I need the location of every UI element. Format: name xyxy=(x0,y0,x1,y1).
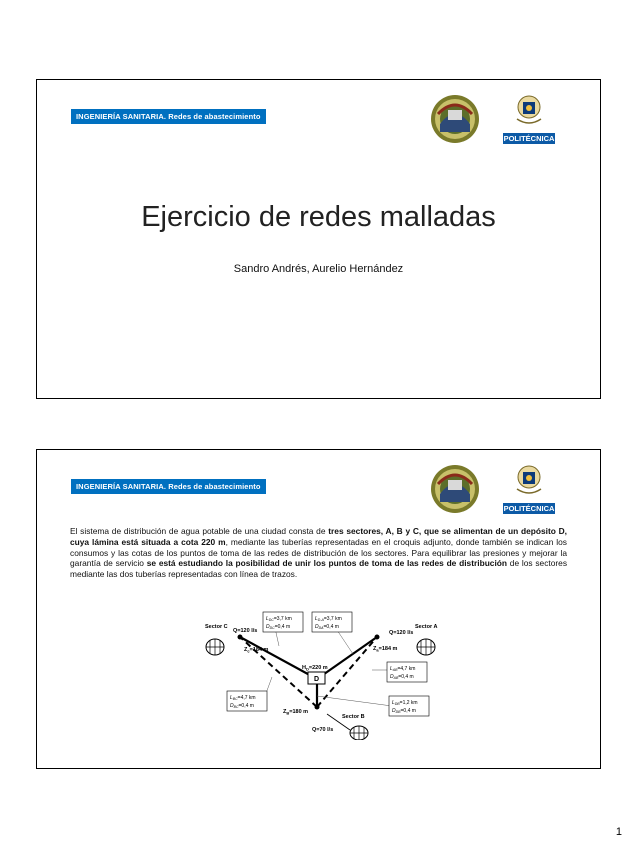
svg-text:Zc=184 m xyxy=(244,647,269,654)
sector-c-grid-icon xyxy=(206,639,224,655)
slide-title: Ejercicio de redes malladas xyxy=(141,201,496,233)
svg-text:HD=220 m xyxy=(302,665,328,672)
elev-a-symbol: Z xyxy=(373,646,377,652)
upm-logo xyxy=(499,463,559,519)
svg-text:LDB=1,2 km: $L_{DB}=1,2$ km xyxy=(392,700,418,707)
svg-text:ZB=180 m xyxy=(283,709,308,716)
upm-crest-icon xyxy=(499,93,559,133)
node-c xyxy=(238,635,243,640)
elev-b-value: =180 m xyxy=(289,709,309,715)
elev-a-sub: a xyxy=(376,647,379,653)
network-diagram xyxy=(167,610,467,740)
elev-c-sub: c xyxy=(247,648,250,654)
sector-b-grid-icon xyxy=(350,726,368,740)
upm-logo-label: POLITÉCNICA xyxy=(503,134,555,143)
etsi-caminos-logo xyxy=(430,94,480,144)
problem-text: El sistema de distribución de agua potable de una ciudad consta de xyxy=(70,526,329,536)
problem-text-bold: tres sectores, A, B y C, que se alimentan de un depósito D, cuya lámina está situada a cota 220 m xyxy=(70,526,567,547)
svg-text:LDC=3,7 km: $L_{DC}=3,7$ km xyxy=(266,616,292,623)
problem-text: , mediante las tuberías representadas en el croquis adjunto, donde también se indican los consumos y las cotas de los puntos de toma de las redes de distribución de los sectores. Para equilibrar las presiones y mejorar la garantía de servicio xyxy=(70,536,567,569)
flow-c: Q=120 l/s xyxy=(233,628,258,634)
page-number: 1 xyxy=(615,826,622,838)
sector-c-label: Sector C xyxy=(205,624,228,630)
node-b xyxy=(315,705,320,710)
flow-a: Q=120 l/s xyxy=(389,630,414,636)
sector-a-grid-icon xyxy=(417,639,435,655)
elev-c-value: =184 m xyxy=(249,647,269,653)
pipe-box-da xyxy=(312,612,352,632)
upm-logo xyxy=(499,93,559,149)
slide-authors: Sandro Andrés, Aurelio Hernández xyxy=(233,263,404,275)
elev-b-symbol: Z xyxy=(283,709,287,715)
upm-logo-label: POLITÉCNICA xyxy=(503,504,555,513)
svg-text:LBC=4,7 km: $L_{BC}=4,7$ km xyxy=(230,695,256,702)
sector-b-label: Sector B xyxy=(342,714,365,720)
upm-crest-icon xyxy=(499,463,559,503)
node-a xyxy=(375,635,380,640)
elev-c-symbol: Z xyxy=(244,647,248,653)
exercise-slide xyxy=(36,449,601,769)
course-banner: INGENIERÍA SANITARIA. Redes de abastecimiento xyxy=(71,479,266,494)
svg-text:DAB=0,4 m: $D_{AB}=0,4$ m xyxy=(390,674,414,681)
pipe-box-db xyxy=(389,696,429,716)
sector-a-label: Sector A xyxy=(415,624,438,630)
svg-text:DDA=0,4 m: $D_{DA}=0,4$ m xyxy=(315,624,339,631)
elev-a-value: =184 m xyxy=(378,646,398,652)
pipe-box-ab xyxy=(387,662,427,682)
pipe-box-dc xyxy=(263,612,303,632)
pipe-box-bc xyxy=(227,691,267,711)
flow-b: Q=70 l/s xyxy=(312,727,334,733)
deposit-head-sub: D xyxy=(305,666,309,672)
svg-text:Za=184 m xyxy=(373,646,398,653)
elev-b-sub: B xyxy=(286,710,290,716)
deposit-label: D xyxy=(313,676,320,683)
svg-text:DBC=0,4 m: $D_{BC}=0,4$ m xyxy=(230,703,254,710)
etsi-caminos-logo xyxy=(430,464,480,514)
title-slide xyxy=(36,79,601,399)
deposit-head-value: =220 m xyxy=(308,665,328,671)
problem-statement xyxy=(70,526,567,580)
problem-text: de los sectores mediante las dos tuberías representadas con línea de trazos. xyxy=(70,558,568,580)
course-banner: INGENIERÍA SANITARIA. Redes de abastecimiento xyxy=(71,109,266,124)
svg-text:LD-A=3,7 km: $L_{D-A}=3,7$ km xyxy=(315,616,342,623)
deposit-head-symbol: H xyxy=(302,665,306,671)
svg-text:LAB=4,7 km: $L_{AB}=4,7$ km xyxy=(390,666,416,673)
problem-text-bold: se está estudiando la posibilidad de unir los puntos de toma de las redes de distribución xyxy=(146,558,508,569)
svg-text:DDC=0,4 m: $D_{DC}=0,4$ m xyxy=(266,624,291,631)
svg-text:DDB=0,4 m: $D_{DB}=0,4$ m xyxy=(392,708,416,715)
